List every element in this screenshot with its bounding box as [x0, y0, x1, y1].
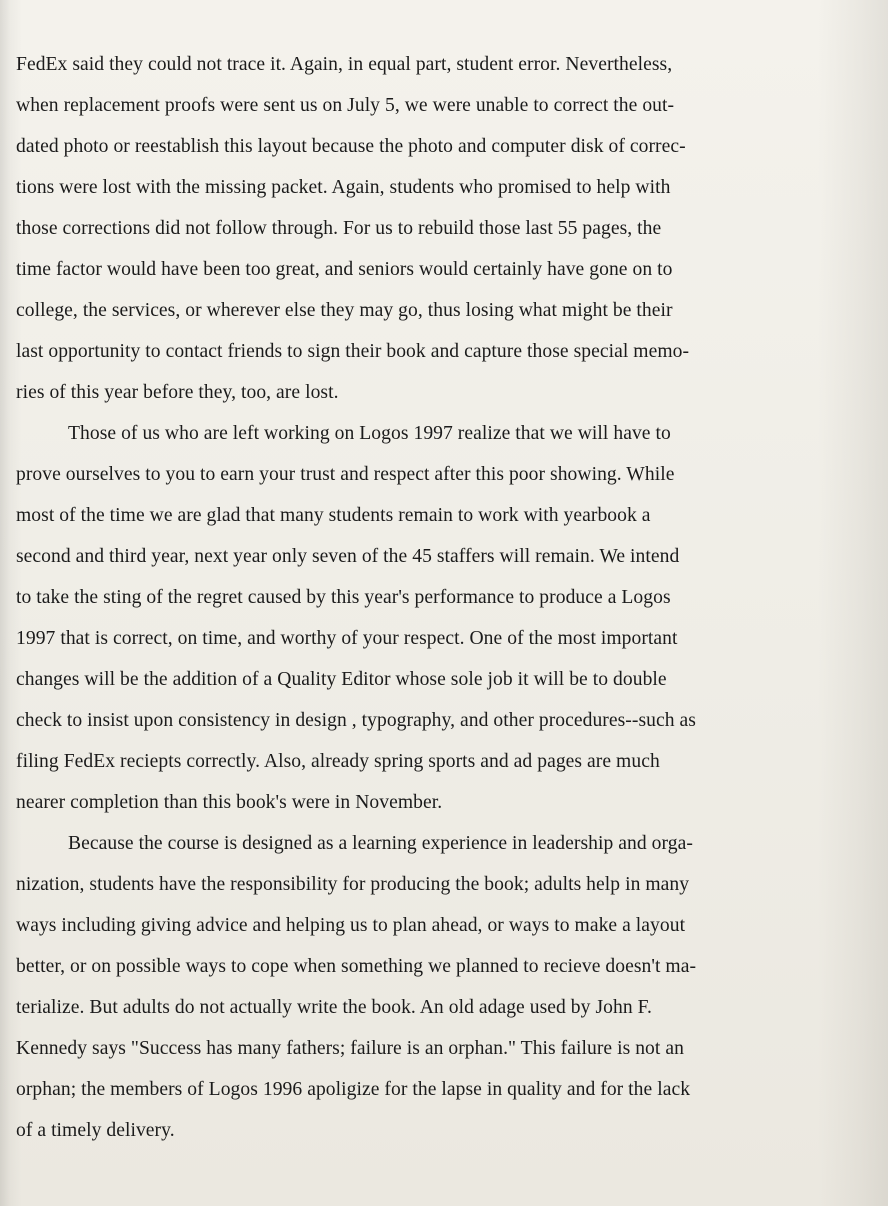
text-line: time factor would have been too great, and seniors would certainly have gone on to [16, 259, 673, 280]
text-line: nearer completion than this book's were in November. [16, 792, 443, 813]
text-line: of a timely delivery. [16, 1120, 175, 1141]
text-line: to take the sting of the regret caused by this year's performance to produce a Logos [16, 587, 671, 608]
text-line: ries of this year before they, too, are lost. [16, 382, 339, 403]
text-line: prove ourselves to you to earn your trust and respect after this poor showing. While [16, 464, 675, 485]
text-line: orphan; the members of Logos 1996 apoligize for the lapse in quality and for the lack [16, 1079, 691, 1100]
text-line: check to insist upon consistency in design , typography, and other procedures--such as [16, 710, 696, 731]
page-edge-shadow [818, 0, 888, 1206]
text-line: nization, students have the responsibility for producing the book; adults help in many [16, 874, 690, 895]
text-line: filing FedEx reciepts correctly. Also, already spring sports and ad pages are much [16, 751, 660, 772]
text-line: tions were lost with the missing packet. Again, students who promised to help with [16, 177, 671, 198]
text-line: Because the course is designed as a learning experience in leadership and orga- [68, 833, 693, 854]
text-line: when replacement proofs were sent us on July 5, we were unable to correct the out- [16, 95, 675, 116]
paragraph [16, 44, 828, 413]
text-line: changes will be the addition of a Quality Editor whose sole job it will be to double [16, 669, 667, 690]
text-line: college, the services, or wherever else they may go, thus losing what might be their [16, 300, 673, 321]
text-line: Kennedy says "Success has many fathers; failure is an orphan." This failure is not an [16, 1038, 684, 1059]
text-line: most of the time we are glad that many students remain to work with yearbook a [16, 505, 651, 526]
body-text [16, 44, 828, 1151]
text-line: Those of us who are left working on Logos 1997 realize that we will have to [68, 423, 671, 444]
text-line: last opportunity to contact friends to sign their book and capture those special memo- [16, 341, 690, 362]
text-line: second and third year, next year only seven of the 45 staffers will remain. We intend [16, 546, 680, 567]
text-line: ways including giving advice and helping us to plan ahead, or ways to make a layout [16, 915, 686, 936]
text-line: FedEx said they could not trace it. Again, in equal part, student error. Nevertheless, [16, 54, 673, 75]
text-line: dated photo or reestablish this layout because the photo and computer disk of correc- [16, 136, 686, 157]
text-line: terialize. But adults do not actually write the book. An old adage used by John F. [16, 997, 652, 1018]
paragraph [16, 413, 828, 823]
paragraph [16, 823, 828, 1151]
text-line: those corrections did not follow through. For us to rebuild those last 55 pages, the [16, 218, 662, 239]
text-line: 1997 that is correct, on time, and worthy of your respect. One of the most important [16, 628, 678, 649]
text-line: better, or on possible ways to cope when something we planned to recieve doesn't ma- [16, 956, 697, 977]
